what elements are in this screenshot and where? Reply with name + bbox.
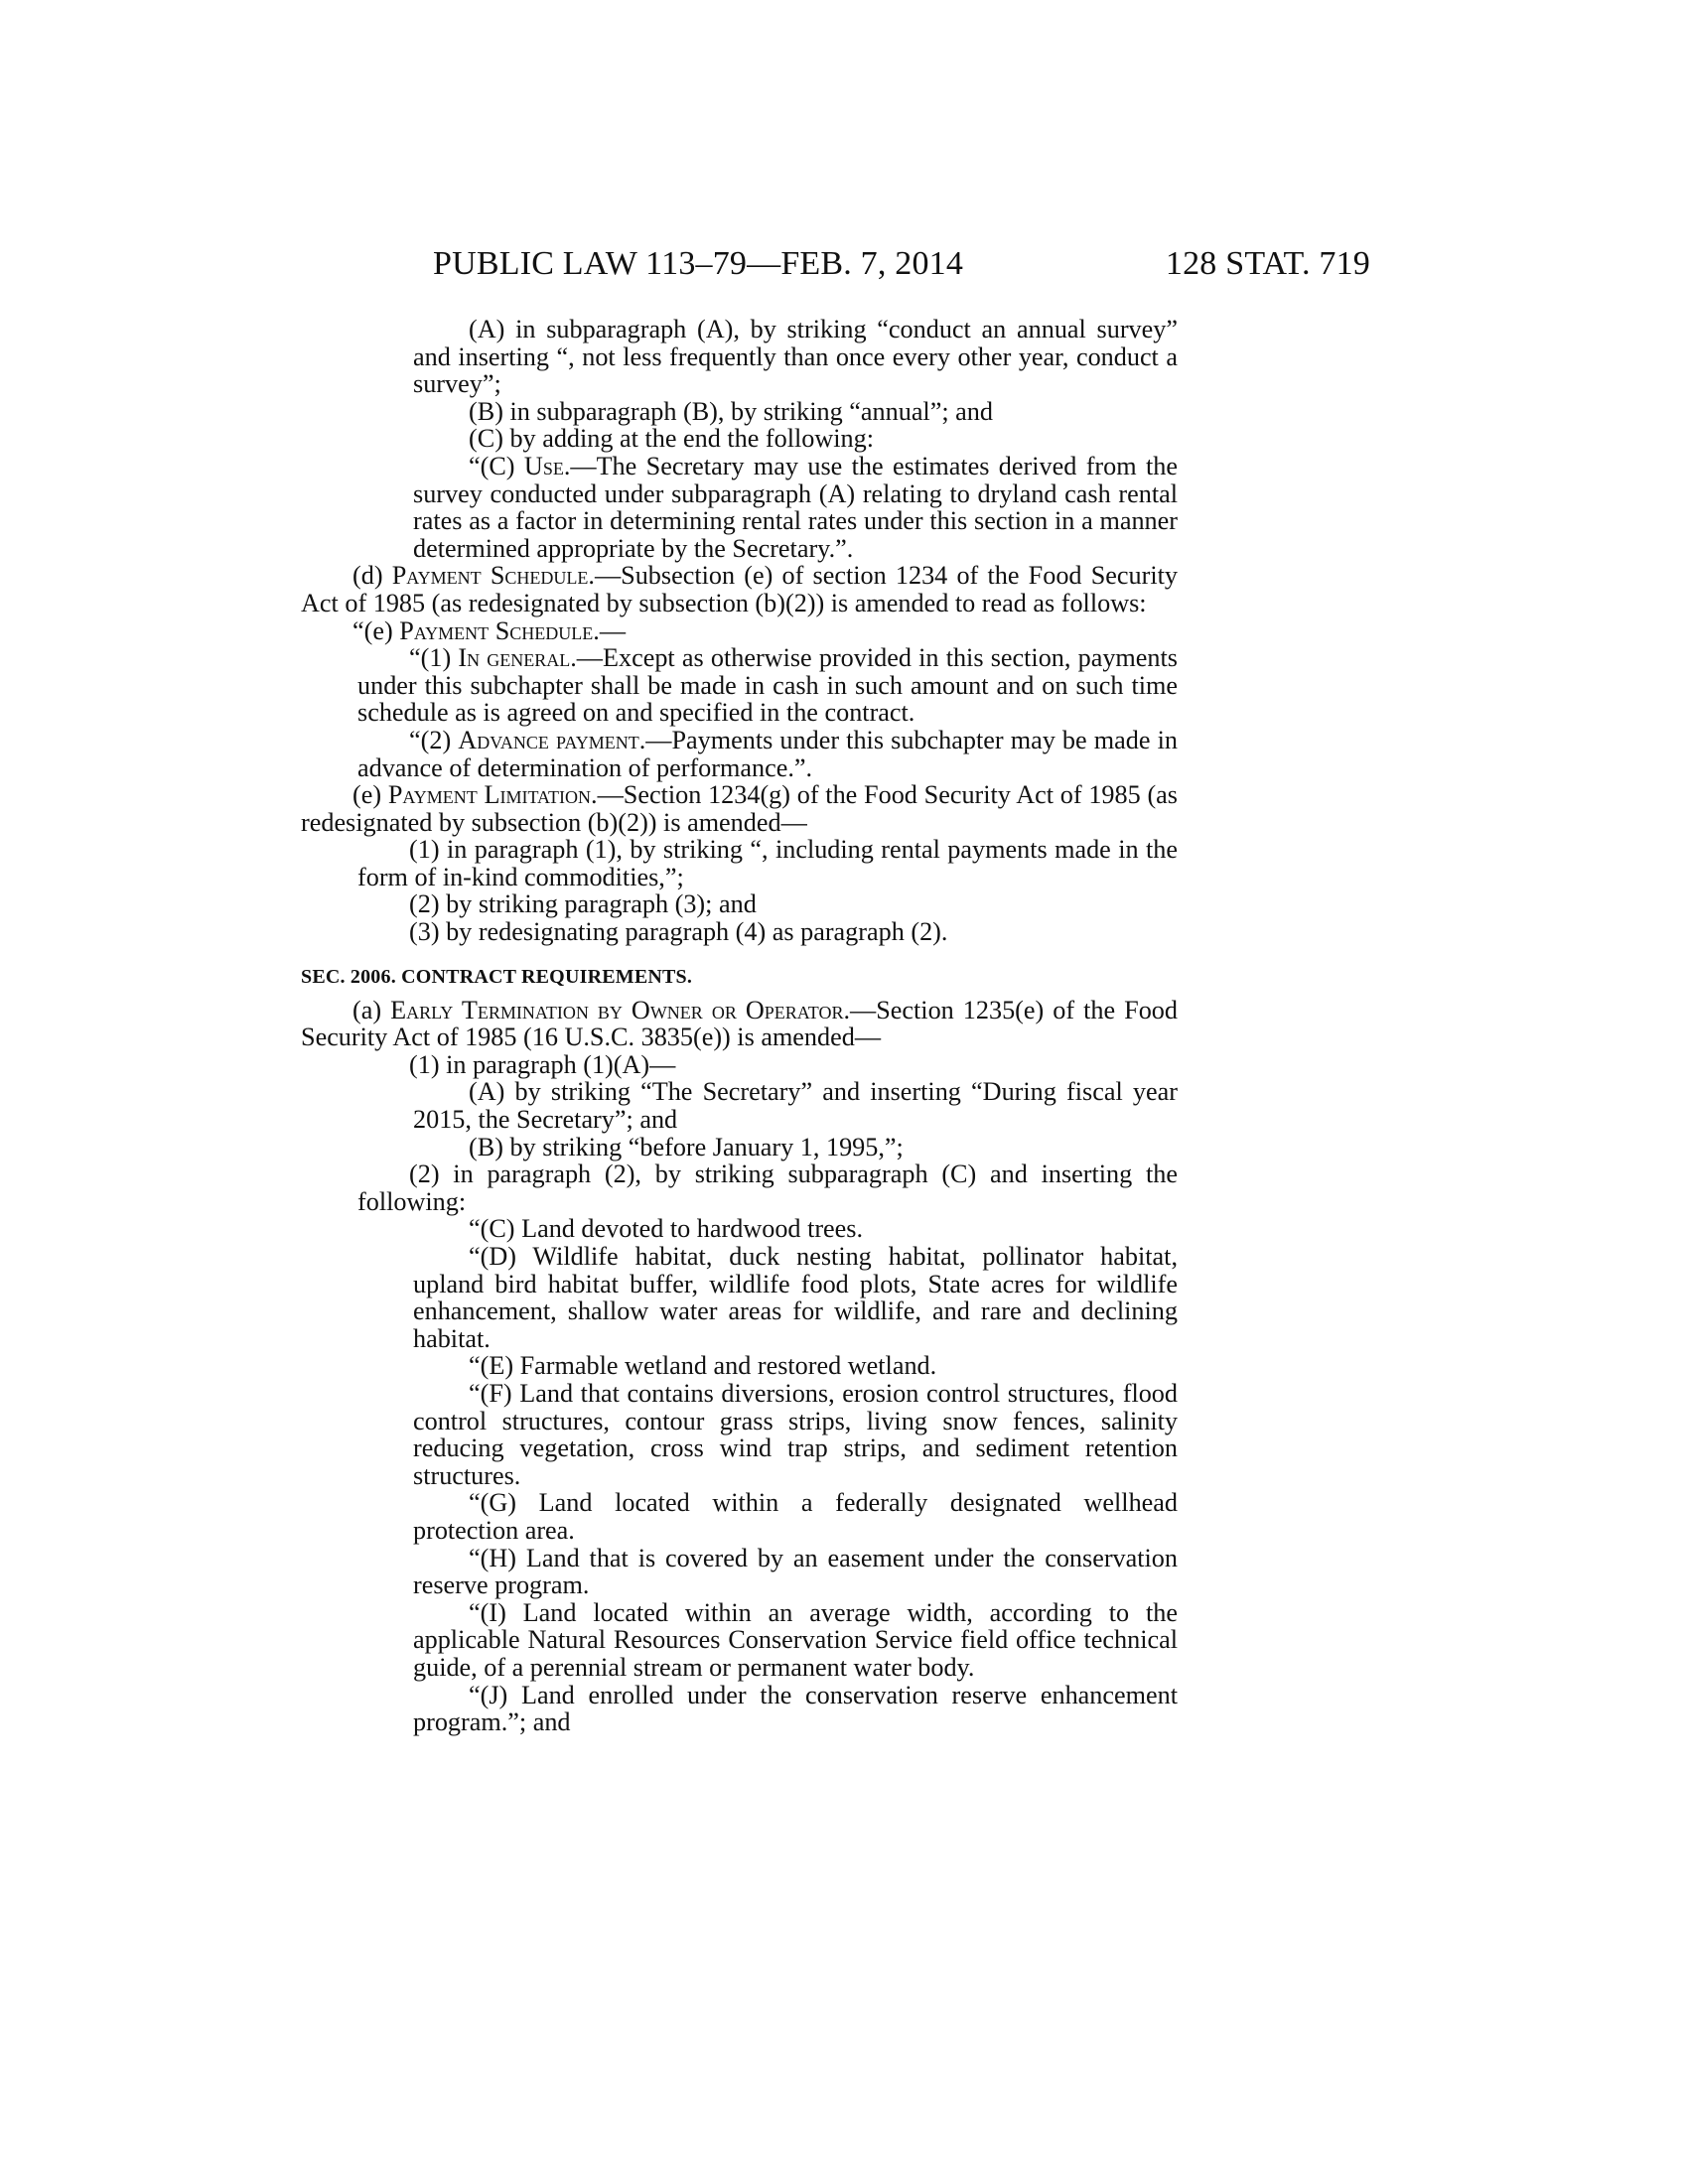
amendment-item: (B) in subparagraph (B), by striking “annual”; and: [469, 396, 993, 426]
subsection-heading: Use.: [523, 451, 571, 480]
amendment-item: (2) by striking paragraph (3); and: [409, 889, 757, 919]
subsection-heading: Early Termination by Owner or Operator.: [390, 995, 851, 1024]
subsection-heading: Payment Schedule.: [399, 615, 600, 645]
inserted-text: “(I) Land located within an average width, according to the applicable Natural Resources Conservation Service field office technical guide, of a perennial stream or permanent water body.: [413, 1597, 1178, 1682]
inserted-text: “(G) Land located within a federally designated wellhead protection area.: [413, 1488, 1178, 1545]
amendment-item: (1) in paragraph (1), by striking “, including rental payments made in the form of in-kind commodities,”;: [357, 835, 1178, 891]
inserted-text: “(1) In general.—Except as otherwise provided in this section, payments under this subchapter shall be made in cash in such amount and on such time schedule as is agreed on and specified in the contract.: [357, 643, 1178, 728]
inserted-text: “(D) Wildlife habitat, duck nesting habitat, pollinator habitat, upland bird habitat buffer, wildlife food plots, State acres for wildlife enhancement, shallow water areas for wildlife, and rare and declining habitat.: [413, 1242, 1178, 1353]
amendment-item: (1) in paragraph (1)(A)—: [409, 1049, 676, 1079]
amendment-item: (A) in subparagraph (A), by striking “conduct an annual survey” and inserting “, not less frequently than once every other year, conduct a survey”;: [413, 315, 1178, 399]
paragraph-heading: In general.: [458, 643, 577, 673]
inserted-text: “(C) Use.—The Secretary may use the estimates derived from the survey conducted under subparagraph (A) relating to dryland cash rental rates as a factor in determining rental rates under this section in a manner determined appropriate by the Secretary.”.: [413, 451, 1178, 563]
page-header: [298, 240, 1370, 288]
section-heading: SEC. 2006. CONTRACT REQUIREMENTS.: [301, 965, 693, 988]
running-title: PUBLIC LAW 113–79—FEB. 7, 2014: [433, 245, 964, 282]
subsection: (e) Payment Limitation.—Section 1234(g) of the Food Security Act of 1985 (as redesignated by subsection (b)(2)) is amended—: [301, 780, 1178, 837]
inserted-text: “(2) Advance payment.—Payments under this subchapter may be made in advance of determination of performance.”.: [357, 725, 1178, 782]
statute-page-number: 128 STAT. 719: [1165, 245, 1370, 282]
amendment-item: (2) in paragraph (2), by striking subparagraph (C) and inserting the following:: [357, 1160, 1178, 1216]
amendment-item: (B) by striking “before January 1, 1995,”;: [469, 1132, 904, 1161]
inserted-text: “(C) Land devoted to hardwood trees.: [469, 1214, 864, 1244]
inserted-text: “(e) Payment Schedule.—: [352, 615, 626, 645]
inserted-text: “(E) Farmable wetland and restored wetland.: [469, 1351, 937, 1381]
amendment-item: (C) by adding at the end the following:: [469, 424, 875, 454]
document-body: [301, 316, 1178, 1736]
inserted-text: “(J) Land enrolled under the conservation reserve enhancement program.”; and: [413, 1680, 1178, 1737]
amendment-item: (3) by redesignating paragraph (4) as paragraph (2).: [409, 917, 948, 947]
subsection: (a) Early Termination by Owner or Operator.—Section 1235(e) of the Food Security Act of 1985 (16 U.S.C. 3835(e)) is amended—: [301, 995, 1178, 1052]
subsection: (d) Payment Schedule.—Subsection (e) of section 1234 of the Food Security Act of 1985 (as redesignated by subsection (b)(2)) is amended to read as follows:: [301, 561, 1178, 617]
amendment-item: (A) by striking “The Secretary” and inserting “During fiscal year 2015, the Secretary”; and: [413, 1077, 1178, 1135]
subsection-heading: Payment Schedule.: [391, 561, 595, 591]
paragraph-heading: Advance payment.: [458, 725, 646, 754]
inserted-text: “(F) Land that contains diversions, erosion control structures, flood control structures, contour grass strips, living snow fences, salinity reducing vegetation, cross wind trap strips, and sediment retention structures.: [413, 1378, 1178, 1490]
inserted-text: “(H) Land that is covered by an easement under the conservation reserve program.: [413, 1543, 1178, 1600]
subsection-heading: Payment Limitation.: [387, 780, 598, 810]
